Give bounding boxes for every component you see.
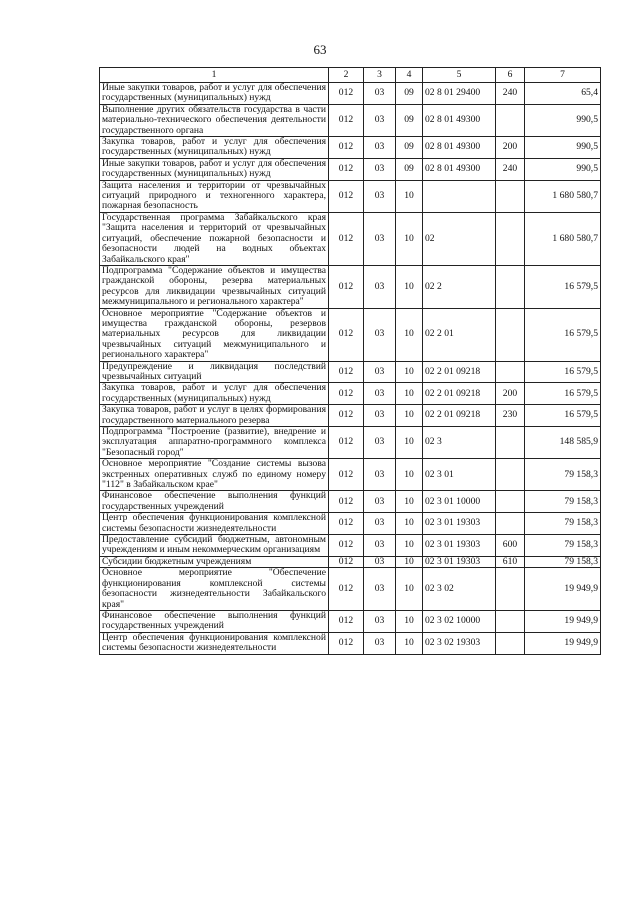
item-name-cell: Основное мероприятие "Обеспечение функционирования комплексной системы безопасности жизнедеятельности Забайкальского края" — [100, 568, 329, 611]
expense-type-cell — [496, 308, 525, 361]
section-code-cell: 03 — [364, 212, 396, 265]
column-header: 2 — [329, 68, 364, 83]
target-article-cell: 02 2 01 09218 — [423, 405, 496, 427]
expense-type-cell — [496, 610, 525, 632]
column-header: 3 — [364, 68, 396, 83]
expense-type-cell: 240 — [496, 158, 525, 180]
item-name-cell: Субсидии бюджетным учреждениям — [100, 556, 329, 567]
budget-table — [99, 67, 601, 655]
subsection-code-cell: 10 — [396, 405, 423, 427]
item-name-cell: Закупка товаров, работ и услуг для обеспечения государственных (муниципальных) нужд — [100, 383, 329, 405]
ministry-code-cell: 012 — [329, 383, 364, 405]
subsection-code-cell: 09 — [396, 158, 423, 180]
section-code-cell: 03 — [364, 568, 396, 611]
amount-cell: 19 949,9 — [525, 632, 601, 654]
amount-cell: 990,5 — [525, 137, 601, 159]
table-row — [100, 361, 601, 383]
subsection-code-cell: 09 — [396, 104, 423, 136]
table-row — [100, 383, 601, 405]
target-article-cell: 02 3 01 — [423, 459, 496, 491]
ministry-code-cell: 012 — [329, 427, 364, 459]
ministry-code-cell: 012 — [329, 568, 364, 611]
expense-type-cell — [496, 568, 525, 611]
subsection-code-cell: 10 — [396, 212, 423, 265]
item-name-cell: Иные закупки товаров, работ и услуг для обеспечения государственных (муниципальных) нужд — [100, 83, 329, 105]
expense-type-cell — [496, 212, 525, 265]
target-article-cell: 02 3 02 19303 — [423, 632, 496, 654]
ministry-code-cell: 012 — [329, 83, 364, 105]
subsection-code-cell: 10 — [396, 265, 423, 308]
table-row — [100, 212, 601, 265]
column-header: 7 — [525, 68, 601, 83]
item-name-cell: Основное мероприятие "Содержание объектов и имущества гражданской обороны, резервов материальных ресурсов для ликвидации чрезвычайных ситуаций межмуниципального и регионального характера" — [100, 308, 329, 361]
table-row — [100, 180, 601, 212]
section-code-cell: 03 — [364, 137, 396, 159]
target-article-cell: 02 3 01 10000 — [423, 491, 496, 513]
amount-cell: 16 579,5 — [525, 383, 601, 405]
target-article-cell: 02 8 01 49300 — [423, 137, 496, 159]
subsection-code-cell: 10 — [396, 513, 423, 535]
expense-type-cell: 200 — [496, 383, 525, 405]
expense-type-cell — [496, 104, 525, 136]
subsection-code-cell: 10 — [396, 535, 423, 557]
expense-type-cell — [496, 180, 525, 212]
table-row — [100, 568, 601, 611]
target-article-cell: 02 3 — [423, 427, 496, 459]
ministry-code-cell: 012 — [329, 535, 364, 557]
ministry-code-cell: 012 — [329, 361, 364, 383]
subsection-code-cell: 10 — [396, 459, 423, 491]
ministry-code-cell: 012 — [329, 513, 364, 535]
section-code-cell: 03 — [364, 83, 396, 105]
amount-cell: 79 158,3 — [525, 491, 601, 513]
ministry-code-cell: 012 — [329, 556, 364, 567]
subsection-code-cell: 10 — [396, 568, 423, 611]
column-header: 6 — [496, 68, 525, 83]
table-row — [100, 491, 601, 513]
item-name-cell: Закупка товаров, работ и услуг для обеспечения государственных (муниципальных) нужд — [100, 137, 329, 159]
item-name-cell: Финансовое обеспечение выполнения функций государственных учреждений — [100, 491, 329, 513]
item-name-cell: Предупреждение и ликвидация последствий чрезвычайных ситуаций — [100, 361, 329, 383]
page-number: 63 — [313, 42, 327, 57]
subsection-code-cell: 10 — [396, 361, 423, 383]
table-row — [100, 104, 601, 136]
target-article-cell: 02 2 01 09218 — [423, 361, 496, 383]
amount-cell: 148 585,9 — [525, 427, 601, 459]
amount-cell: 65,4 — [525, 83, 601, 105]
ministry-code-cell: 012 — [329, 137, 364, 159]
section-code-cell: 03 — [364, 405, 396, 427]
expense-type-cell — [496, 265, 525, 308]
subsection-code-cell: 10 — [396, 427, 423, 459]
subsection-code-cell: 10 — [396, 491, 423, 513]
amount-cell: 990,5 — [525, 104, 601, 136]
expense-type-cell — [496, 491, 525, 513]
table-row — [100, 513, 601, 535]
target-article-cell: 02 8 01 49300 — [423, 158, 496, 180]
item-name-cell: Выполнение других обязательств государства в части материально-технического обеспечения деятельности государственного органа — [100, 104, 329, 136]
table-row — [100, 610, 601, 632]
table-row — [100, 459, 601, 491]
section-code-cell: 03 — [364, 513, 396, 535]
table-row — [100, 556, 601, 567]
item-name-cell: Закупка товаров, работ и услуг в целях формирования государственного материального резерва — [100, 405, 329, 427]
amount-cell: 79 158,3 — [525, 535, 601, 557]
column-header: 5 — [423, 68, 496, 83]
amount-cell: 16 579,5 — [525, 308, 601, 361]
ministry-code-cell: 012 — [329, 308, 364, 361]
item-name-cell: Подпрограмма "Построение (развитие), внедрение и эксплуатация аппаратно-программного комплекса "Безопасный город" — [100, 427, 329, 459]
ministry-code-cell: 012 — [329, 405, 364, 427]
expense-type-cell — [496, 632, 525, 654]
column-number-row — [100, 68, 601, 83]
target-article-cell: 02 2 01 — [423, 308, 496, 361]
ministry-code-cell: 012 — [329, 459, 364, 491]
amount-cell: 16 579,5 — [525, 265, 601, 308]
item-name-cell: Подпрограмма "Содержание объектов и имущества гражданской обороны, резерва материальных ресурсов для ликвидации чрезвычайных ситуаций межмуниципального и регионального характера" — [100, 265, 329, 308]
table-row — [100, 265, 601, 308]
subsection-code-cell: 10 — [396, 308, 423, 361]
target-article-cell: 02 8 01 29400 — [423, 83, 496, 105]
table-row — [100, 308, 601, 361]
section-code-cell: 03 — [364, 104, 396, 136]
section-code-cell: 03 — [364, 180, 396, 212]
amount-cell: 79 158,3 — [525, 513, 601, 535]
target-article-cell: 02 8 01 49300 — [423, 104, 496, 136]
amount-cell: 16 579,5 — [525, 361, 601, 383]
target-article-cell: 02 2 01 09218 — [423, 383, 496, 405]
item-name-cell: Иные закупки товаров, работ и услуг для обеспечения государственных (муниципальных) нужд — [100, 158, 329, 180]
ministry-code-cell: 012 — [329, 180, 364, 212]
table-row — [100, 632, 601, 654]
amount-cell: 990,5 — [525, 158, 601, 180]
section-code-cell: 03 — [364, 265, 396, 308]
column-header: 1 — [100, 68, 329, 83]
expense-type-cell: 230 — [496, 405, 525, 427]
target-article-cell: 02 — [423, 212, 496, 265]
subsection-code-cell: 10 — [396, 610, 423, 632]
section-code-cell: 03 — [364, 383, 396, 405]
section-code-cell: 03 — [364, 491, 396, 513]
expense-type-cell: 200 — [496, 137, 525, 159]
table-row — [100, 137, 601, 159]
item-name-cell: Защита населения и территории от чрезвычайных ситуаций природного и техногенного характера, пожарная безопасность — [100, 180, 329, 212]
expense-type-cell — [496, 361, 525, 383]
section-code-cell: 03 — [364, 459, 396, 491]
amount-cell: 79 158,3 — [525, 556, 601, 567]
target-article-cell: 02 3 01 19303 — [423, 535, 496, 557]
ministry-code-cell: 012 — [329, 632, 364, 654]
amount-cell: 79 158,3 — [525, 459, 601, 491]
section-code-cell: 03 — [364, 632, 396, 654]
ministry-code-cell: 012 — [329, 265, 364, 308]
target-article-cell: 02 3 02 — [423, 568, 496, 611]
section-code-cell: 03 — [364, 158, 396, 180]
section-code-cell: 03 — [364, 610, 396, 632]
target-article-cell: 02 3 02 10000 — [423, 610, 496, 632]
target-article-cell: 02 3 01 19303 — [423, 513, 496, 535]
section-code-cell: 03 — [364, 427, 396, 459]
subsection-code-cell: 10 — [396, 556, 423, 567]
expense-type-cell: 610 — [496, 556, 525, 567]
subsection-code-cell: 10 — [396, 632, 423, 654]
item-name-cell: Предоставление субсидий бюджетным, автономным учреждениям и иным некоммерческим организациям — [100, 535, 329, 557]
expense-type-cell — [496, 427, 525, 459]
amount-cell: 19 949,9 — [525, 568, 601, 611]
ministry-code-cell: 012 — [329, 212, 364, 265]
subsection-code-cell: 10 — [396, 383, 423, 405]
ministry-code-cell: 012 — [329, 491, 364, 513]
item-name-cell: Основное мероприятие "Создание системы вызова экстренных оперативных служб по единому номеру "112" в Забайкальском крае" — [100, 459, 329, 491]
target-article-cell: 02 2 — [423, 265, 496, 308]
subsection-code-cell: 09 — [396, 137, 423, 159]
section-code-cell: 03 — [364, 535, 396, 557]
amount-cell: 1 680 580,7 — [525, 180, 601, 212]
amount-cell: 19 949,9 — [525, 610, 601, 632]
table-row — [100, 535, 601, 557]
item-name-cell: Финансовое обеспечение выполнения функций государственных учреждений — [100, 610, 329, 632]
ministry-code-cell: 012 — [329, 610, 364, 632]
expense-type-cell — [496, 513, 525, 535]
table-row — [100, 427, 601, 459]
target-article-cell — [423, 180, 496, 212]
column-header: 4 — [396, 68, 423, 83]
table-row — [100, 83, 601, 105]
ministry-code-cell: 012 — [329, 104, 364, 136]
section-code-cell: 03 — [364, 308, 396, 361]
subsection-code-cell: 09 — [396, 83, 423, 105]
ministry-code-cell: 012 — [329, 158, 364, 180]
item-name-cell: Центр обеспечения функционирования комплексной системы безопасности жизнедеятельности — [100, 632, 329, 654]
item-name-cell: Государственная программа Забайкальского края "Защита населения и территорий от чрезвычайных ситуаций, обеспечение пожарной безопасности и безопасности людей на водных объектах Забайкальского края" — [100, 212, 329, 265]
expense-type-cell — [496, 459, 525, 491]
expense-type-cell: 600 — [496, 535, 525, 557]
subsection-code-cell: 10 — [396, 180, 423, 212]
target-article-cell: 02 3 01 19303 — [423, 556, 496, 567]
amount-cell: 16 579,5 — [525, 405, 601, 427]
table-row — [100, 158, 601, 180]
item-name-cell: Центр обеспечения функционирования комплексной системы безопасности жизнедеятельности — [100, 513, 329, 535]
section-code-cell: 03 — [364, 361, 396, 383]
expense-type-cell: 240 — [496, 83, 525, 105]
table-row — [100, 405, 601, 427]
section-code-cell: 03 — [364, 556, 396, 567]
amount-cell: 1 680 580,7 — [525, 212, 601, 265]
